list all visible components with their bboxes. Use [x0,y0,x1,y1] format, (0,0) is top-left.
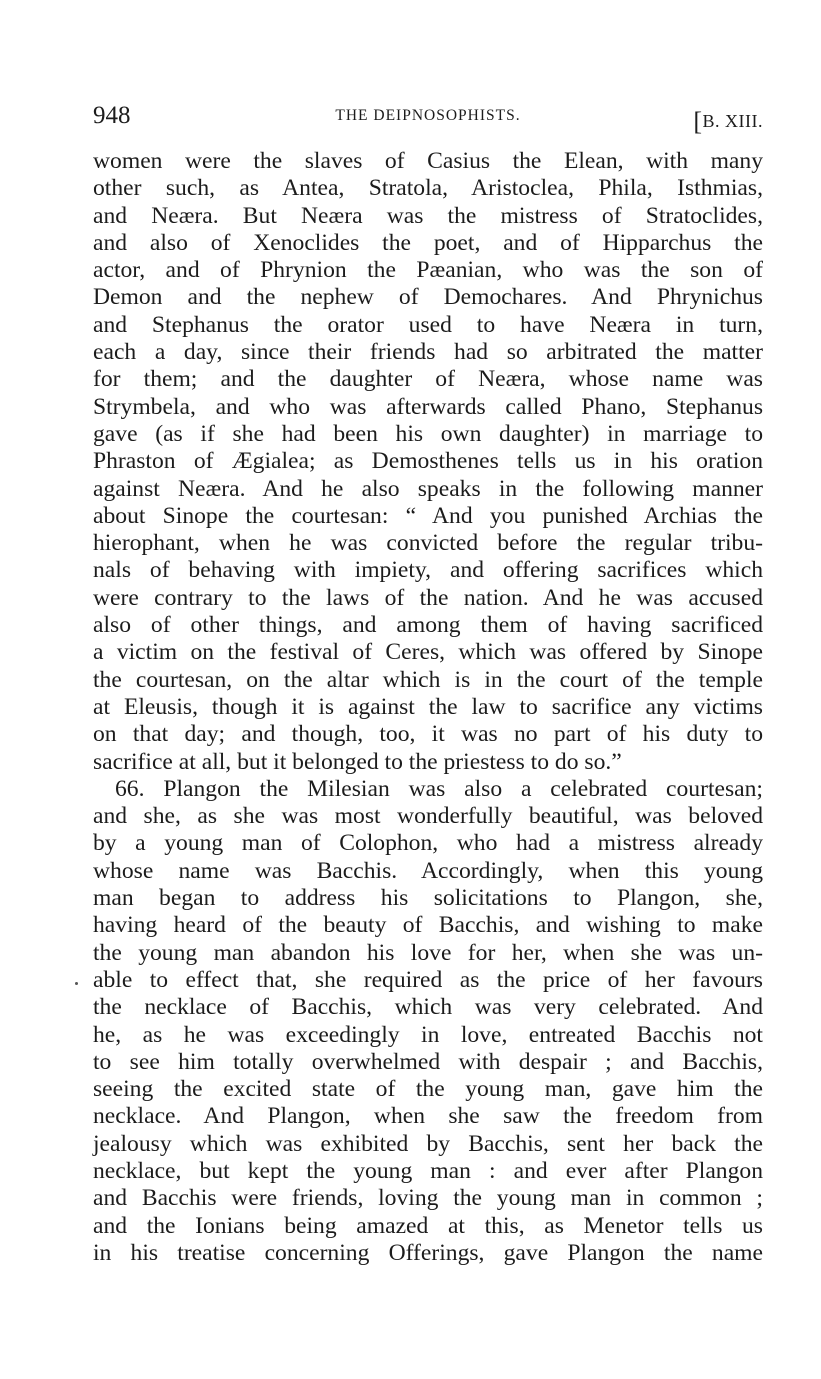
text-line: and also of Xenoclides the poet, and of Hipparchus the [93,229,763,256]
text-line: for them; and the daughter of Neæra, whose name was [93,366,763,393]
running-title: THE DEIPNOSOPHISTS. [335,107,521,124]
text-line: also of other things, and among them of having sacrificed [93,612,763,639]
text-line: he, as he was exceedingly in love, entreated Bacchis not [93,1021,763,1048]
text-line: on that day; and though, too, it was no part of his duty to [93,721,763,748]
text-line: and Stephanus the orator used to have Neæra in turn, [93,311,763,338]
text-line: at Eleusis, though it is against the law to sacrifice any victims [93,693,763,720]
text-line: and Neæra. But Neæra was the mistress of Stratoclides, [93,202,763,229]
text-line: hierophant, when he was convicted before the regular tribu- [93,530,763,557]
text-line: other such, as Antea, Stratola, Aristoclea, Phila, Isthmias, [93,175,763,202]
text-line: were contrary to the laws of the nation. And he was accused [93,584,763,611]
text-line: to see him totally overwhelmed with despair ; and Bacchis, [93,1048,763,1075]
text-line: women were the slaves of Casius the Elean, with many [93,148,763,174]
text-line: and Bacchis were friends, loving the young man in common ; [93,1185,763,1212]
text-line: able to effect that, she required as the price of her favours [93,966,763,993]
margin-speck [75,982,78,985]
text-line: sacrifice at all, but it belonged to the priestess to do so.” [93,748,622,775]
text-line: by a young man of Colophon, who had a mistress already [93,830,763,857]
paragraph-1 [93,148,763,776]
book-reference-label: B. XIII. [702,111,763,131]
text-line: the young man abandon his love for her, when she was un- [93,939,763,966]
book-page [93,102,763,1267]
text-line: a victim on the festival of Ceres, which was offered by Sinope [93,639,763,666]
text-line: man began to address his solicitations to Plangon, she, [93,885,763,912]
text-line: whose name was Bacchis. Accordingly, when this young [93,857,763,884]
text-line: necklace, but kept the young man : and ever after Plangon [93,1157,763,1184]
text-line: about Sinope the courtesan: “ And you punished Archias the [93,502,763,529]
text-line: jealousy which was exhibited by Bacchis, sent her back the [93,1130,763,1157]
text-line: seeing the excited state of the young man, gave him the [93,1076,763,1103]
running-head [93,102,763,136]
text-line: gave (as if she had been his own daughter) in marriage to [93,420,763,447]
page-number: 948 [93,102,131,129]
text-line: nals of behaving with impiety, and offering sacrifices which [93,557,763,584]
text-line: the courtesan, on the altar which is in the court of the temple [93,666,763,693]
text-line: Phraston of Ægialea; as Demosthenes tells us in his oration [93,448,763,475]
text-line: in his treatise concerning Offerings, gave Plangon the name [93,1239,763,1266]
book-reference [693,104,763,134]
paragraph-2 [93,776,763,1267]
text-line: against Neæra. And he also speaks in the following manner [93,475,763,502]
text-line: and she, as she was most wonderfully beautiful, was beloved [93,803,763,830]
text-line: the necklace of Bacchis, which was very celebrated. And [93,994,763,1021]
text-line: each a day, since their friends had so arbitrated the matter [93,339,763,366]
book-reference-bracket: [ [693,107,703,136]
text-line: and the Ionians being amazed at this, as Menetor tells us [93,1212,763,1239]
text-line: Demon and the nephew of Demochares. And Phrynichus [93,284,763,311]
body-text [93,148,763,1267]
text-line: having heard of the beauty of Bacchis, and wishing to make [93,912,763,939]
text-line: Strymbela, and who was afterwards called Phano, Stephanus [93,393,763,420]
text-line: actor, and of Phrynion the Pæanian, who was the son of [93,257,763,284]
text-line: necklace. And Plangon, when she saw the freedom from [93,1103,763,1130]
text-line: 66. Plangon the Milesian was also a celebrated courtesan; [115,775,763,802]
